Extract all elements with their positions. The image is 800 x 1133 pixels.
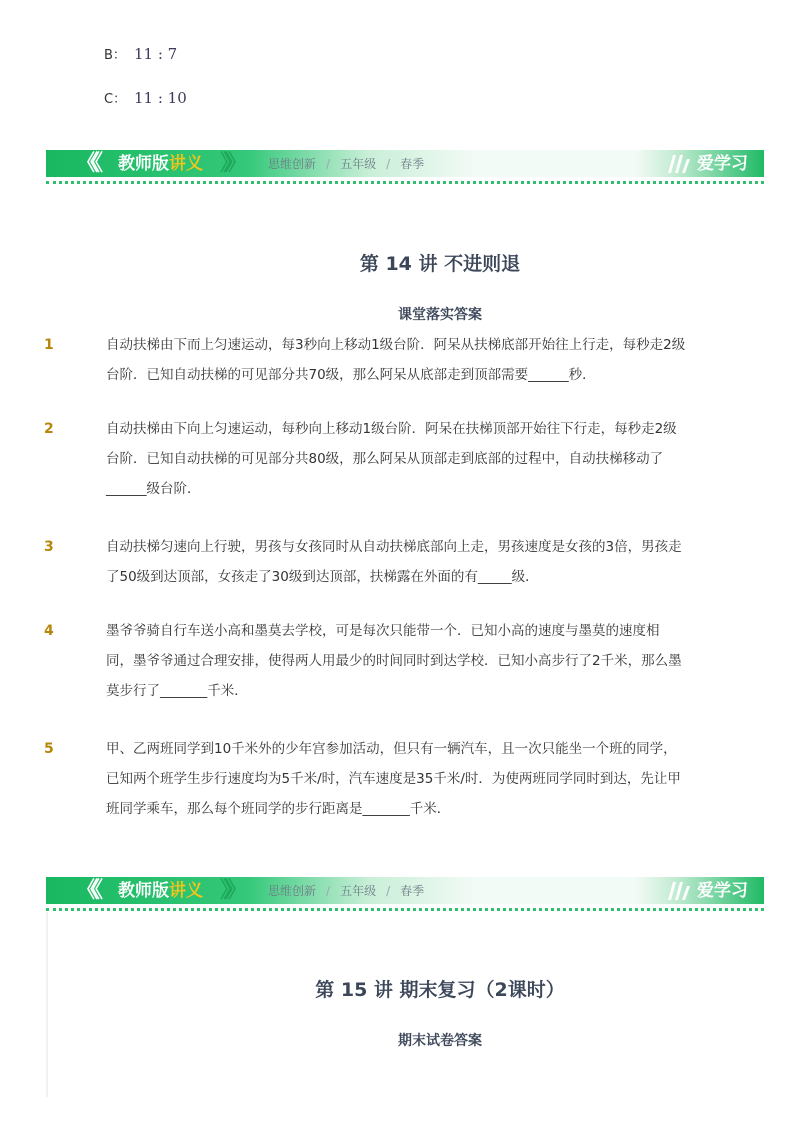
banner-title-accent: 讲义 — [169, 154, 203, 174]
banner-separator: / — [326, 884, 331, 898]
question-line: 自动扶梯由下而上匀速运动，每3秒向上移动1级台阶．阿呆从扶梯底部开始往上行走，每秒走2级 — [106, 337, 686, 353]
chevron-right-icon: 》》 — [220, 878, 242, 903]
question-line: 自动扶梯匀速向上行驶，男孩与女孩同时从自动扶梯底部向上走，男孩速度是女孩的3倍，男孩走 — [106, 539, 682, 555]
lesson-title: 第 15 讲 期末复习（2课时） — [315, 979, 565, 1001]
question-line: 甲、乙两班同学到10千米外的少年宫参加活动，但只有一辆汽车，且一次只能坐一个班的同学， — [106, 741, 677, 757]
banner-title — [118, 880, 203, 902]
question-number: 5 — [44, 741, 54, 757]
brand-logo — [666, 153, 748, 175]
banner-title-accent: 讲义 — [169, 881, 203, 901]
question-text — [106, 532, 724, 592]
question-number: 3 — [44, 539, 54, 555]
option-value: 11 : 7 — [134, 45, 178, 63]
question-line: 台阶．已知自动扶梯的可见部分共80级，那么阿呆从顶部走到底部的过程中，自动扶梯移动了 — [106, 451, 664, 467]
banner-subtitle-part: 思维创新 — [268, 884, 317, 898]
chevron-left-icon: 《《 — [76, 878, 98, 903]
question-line: 已知两个班学生步行速度均为5千米/时，汽车速度是35千米/时．为使两班同学同时到达，先让甲 — [106, 771, 681, 787]
banner-dotted-line — [46, 181, 764, 184]
question-line: 墨爷爷骑自行车送小高和墨莫去学校，可是每次只能带一个．已知小高的速度与墨莫的速度相 — [106, 623, 660, 639]
option-c — [104, 88, 187, 107]
brand-logo — [666, 880, 748, 902]
question-line: 同，墨爷爷通过合理安排，使得两人用最少的时间同时到达学校．已知小高步行了2千米，那么墨 — [106, 653, 682, 669]
lesson-title: 第 14 讲 不进则退 — [359, 253, 521, 275]
question-text — [106, 616, 724, 706]
question-line: ______级台阶． — [106, 481, 201, 497]
banner-subtitle-part: 五年级 — [340, 884, 377, 898]
banner-dotted-line — [46, 908, 764, 911]
option-value: 11 : 10 — [134, 89, 187, 107]
banner-subtitle-part: 思维创新 — [268, 157, 317, 171]
header-banner — [46, 877, 764, 911]
banner-subtitle-part: 春季 — [400, 157, 425, 171]
question-number: 4 — [44, 623, 54, 639]
banner-title-main: 教师版 — [118, 881, 169, 901]
banner-subtitle — [268, 883, 424, 899]
option-b — [104, 44, 177, 63]
banner-title — [118, 153, 203, 175]
page-margin-line — [46, 912, 48, 1097]
chevron-left-icon: 《《 — [76, 151, 98, 176]
section-subtitle: 期末试卷答案 — [398, 1033, 482, 1049]
question-line: 了50级到达顶部，女孩走了30级到达顶部，扶梯露在外面的有_____级． — [106, 569, 539, 585]
question-line: 莫步行了_______千米． — [106, 683, 248, 699]
question-line: 自动扶梯由下向上匀速运动，每秒向上移动1级台阶．阿呆在扶梯顶部开始往下行走，每秒走2级 — [106, 421, 677, 437]
option-key: B： — [104, 48, 126, 63]
question-text — [106, 414, 724, 504]
question-number: 1 — [44, 337, 54, 353]
brand-logo-text: 爱学习 — [697, 154, 748, 174]
question-text — [106, 330, 724, 390]
option-key: C： — [104, 92, 127, 107]
banner-separator: / — [386, 157, 391, 171]
header-banner — [46, 150, 764, 184]
brand-logo-text: 爱学习 — [697, 881, 748, 901]
section-subtitle: 课堂落实答案 — [398, 307, 482, 323]
question-line: 班同学乘车，那么每个班同学的步行距离是_______千米． — [106, 801, 451, 817]
banner-subtitle-part: 五年级 — [340, 157, 377, 171]
banner-title-main: 教师版 — [118, 154, 169, 174]
brand-logo-icon — [666, 880, 694, 902]
question-text — [106, 734, 724, 824]
question-line: 台阶．已知自动扶梯的可见部分共70级，那么阿呆从底部走到顶部需要______秒． — [106, 367, 596, 383]
banner-subtitle — [268, 156, 424, 172]
banner-separator: / — [386, 884, 391, 898]
banner-separator: / — [326, 157, 331, 171]
chevron-right-icon: 》》 — [220, 151, 242, 176]
banner-subtitle-part: 春季 — [400, 884, 425, 898]
brand-logo-icon — [666, 153, 694, 175]
question-number: 2 — [44, 421, 54, 437]
